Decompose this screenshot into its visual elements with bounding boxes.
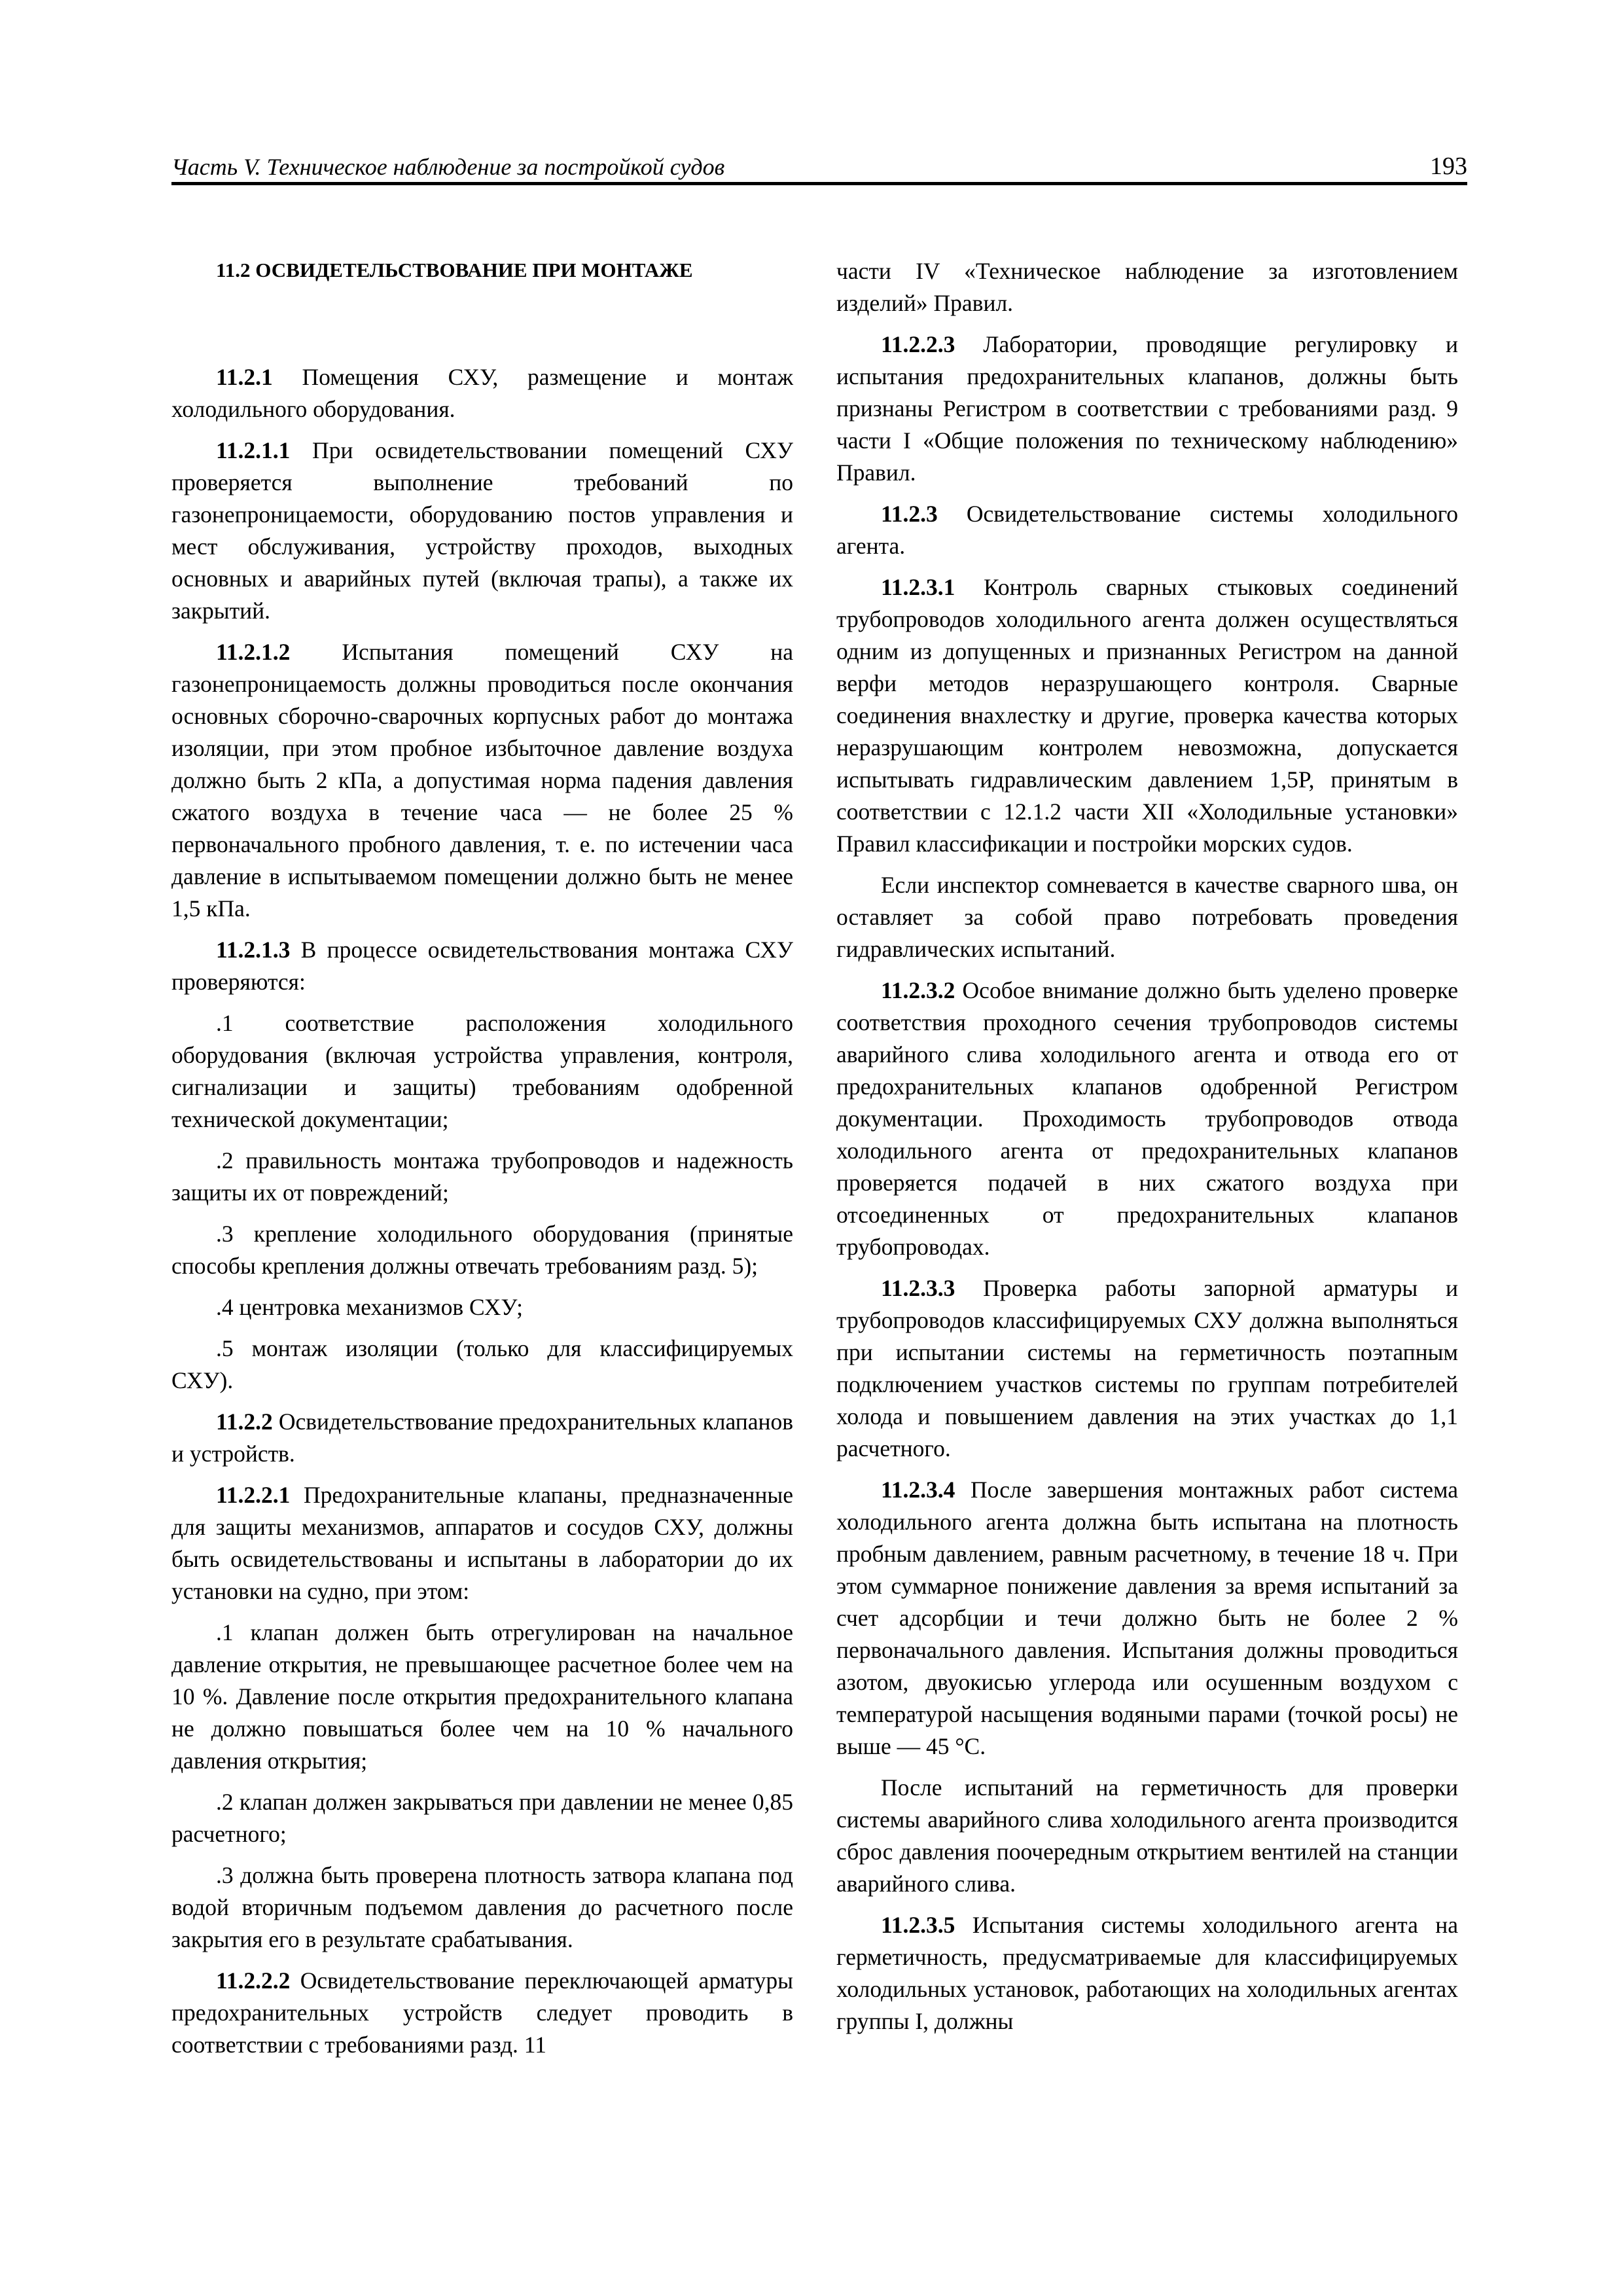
list-item: .3 крепление холодильного оборудования (принятые способы крепления должны отвечать требованиям разд. 5); (171, 1221, 793, 1279)
paragraph (171, 435, 793, 627)
section-title: 11.2 ОСВИДЕТЕЛЬСТВОВАНИЕ ПРИ МОНТАЖЕ (216, 259, 693, 281)
list-item: .4 центровка механизмов СХУ; (216, 1294, 524, 1320)
clause-heading: Помещения СХУ, размещение и монтаж холодильного оборудования. (171, 364, 793, 422)
clause-number: 11.2.3.1 (881, 574, 955, 600)
clause-number: 11.2.1.2 (216, 639, 291, 665)
clause-number: 11.2.2 (216, 1408, 273, 1435)
running-header (171, 143, 1467, 185)
paragraph-text: Проверка работы запорной арматуры и трубопроводов классифицируемых СХУ должна выполняться при испытании системы на герметичность поэтапным подключением участков системы по группам потребителей холода и повышением давления на этих участках до 1,1 расчетного. (836, 1275, 1458, 1462)
clause-number: 11.2.2.1 (216, 1482, 291, 1508)
paragraph-text: Испытания системы холодильного агента на герметичность, предусматриваемые для классифицируемых холодильных установок, работающих на холодильных агентах группы I, должны (836, 1912, 1458, 2034)
page-number: 193 (1430, 152, 1467, 180)
paragraph-text: Лаборатории, проводящие регулировку и испытания предохранительных клапанов, должны быть признаны Регистром в соответствии с требованиями разд. 9 части I «Общие положения по техническому наблюдению» Правил. (836, 331, 1458, 486)
paragraph (171, 1965, 793, 2061)
clause-number: 11.2.1 (216, 364, 273, 390)
paragraph-text: Предохранительные клапаны, предназначенные для защиты механизмов, аппаратов и сосудов СХУ, должны быть освидетельствованы и испытаны в лаборатории до их установки на судно, при этом: (171, 1482, 793, 1604)
paragraph (836, 975, 1458, 1263)
paragraph (836, 571, 1458, 860)
clause-number: 11.2.2.3 (881, 331, 955, 357)
paragraph (836, 1272, 1458, 1465)
left-column (171, 254, 793, 2061)
clause-number: 11.2.3.3 (881, 1275, 955, 1301)
clause-number: 11.2.3.4 (881, 1477, 955, 1503)
paragraph (836, 329, 1458, 489)
list-item: .1 соответствие расположения холодильного оборудования (включая устройства управления, контроля, сигнализации и защиты) требованиям одобренной технической документации; (171, 1010, 793, 1132)
clause-number: 11.2.2.2 (216, 1967, 291, 1994)
paragraph-text: После завершения монтажных работ система холодильного агента должна быть испытана на плотность пробным давлением, равным расчетному, в течение 18 ч. При этом суммарное понижение давления за время испытаний за счет адсорбции и течи должно быть не более 2 % первоначального давления. Испытания должны проводиться азотом, двуокисью углерода или осушенным воздухом с температурой насыщения водяными парами (точкой росы) не выше — 45 °С. (836, 1477, 1458, 1759)
list-item: .2 правильность монтажа трубопроводов и надежность защиты их от повреждений; (171, 1147, 793, 1206)
clause-heading: Освидетельствование предохранительных клапанов и устройств. (171, 1408, 793, 1467)
list-item: .1 клапан должен быть отрегулирован на начальное давление открытия, не превышающее расчетное более чем на 10 %. Давление после открытия предохранительного клапана не должно повышаться более чем на 10 % начального давления открытия; (171, 1619, 793, 1774)
paragraph: части IV «Техническое наблюдение за изготовлением изделий» Правил. (836, 258, 1458, 316)
clause-number: 11.2.3.5 (881, 1912, 955, 1938)
paragraph (171, 636, 793, 925)
paragraph-text: Особое внимание должно быть уделено проверке соответствия проходного сечения трубопроводов системы аварийного слива холодильного агента и отвода его от предохранительных клапанов одобренной Регистром документации. Проходимость трубопроводов отвода холодильного агента от предохранительных клапанов проверяется подачей в них сжатого воздуха при отсоединенных от предохранительных клапанов трубопроводах. (836, 977, 1458, 1260)
paragraph-text: При освидетельствовании помещений СХУ проверяется выполнение требований по газонепроницаемости, оборудованию постов управления и мест обслуживания, устройству проходов, выходных основных и аварийных путей (включая трапы), а также их закрытий. (171, 437, 793, 624)
paragraph-text: Освидетельствование переключающей арматуры предохранительных устройств следует проводить в соответствии с требованиями разд. 11 (171, 1967, 793, 2058)
clause-number: 11.2.1.1 (216, 437, 291, 463)
list-item: .3 должна быть проверена плотность затвора клапана под водой вторичным подъемом давления до расчетного после закрытия его в результате срабатывания. (171, 1862, 793, 1952)
paragraph (836, 1474, 1458, 1763)
clause-number: 11.2.1.3 (216, 937, 291, 963)
paragraph (836, 498, 1458, 562)
paragraph-text: Контроль сварных стыковых соединений трубопроводов холодильного агента должен осуществляться одним из допущенных и признанных Регистром на данной верфи методов неразрушающего контроля. Сварные соединения внахлестку и другие, проверка качества которых неразрушающим контролем невозможна, допускается испытывать гидравлическим давлением 1,5P, принятым в соответствии с 12.1.2 части XII «Холодильные установки» Правил классификации и постройки морских судов. (836, 574, 1458, 857)
paragraph-text: Испытания помещений СХУ на газонепроницаемость должны проводиться после окончания основных сборочно-сварочных корпусных работ до монтажа изоляции, при этом пробное избыточное давление воздуха должно быть 2 кПа, а допустимая норма падения давления сжатого воздуха в течение часа — не более 25 % первоначального пробного давления, т. е. по истечении часа давление в испытываемом помещении должно быть не менее 1,5 кПа. (171, 639, 793, 922)
paragraph-text: В процессе освидетельствования монтажа СХУ проверяются: (171, 937, 793, 995)
clause-number: 11.2.3 (881, 501, 938, 527)
paragraph (171, 1406, 793, 1470)
right-column (836, 255, 1458, 2037)
list-item: .2 клапан должен закрываться при давлении не менее 0,85 расчетного; (171, 1789, 793, 1847)
running-title: Часть V. Техническое наблюдение за постройкой судов (171, 154, 725, 180)
clause-number: 11.2.3.2 (881, 977, 955, 1003)
paragraph (171, 361, 793, 425)
list-item: .5 монтаж изоляции (только для классифицируемых СХУ). (171, 1335, 793, 1393)
paragraph (171, 934, 793, 998)
clause-heading: Освидетельствование системы холодильного агента. (836, 501, 1458, 559)
paragraph: Если инспектор сомневается в качестве сварного шва, он оставляет за собой право потребовать проведения гидравлических испытаний. (836, 872, 1458, 962)
paragraph: После испытаний на герметичность для проверки системы аварийного слива холодильного агента производится сброс давления поочередным открытием вентилей на станции аварийного слива. (836, 1774, 1458, 1897)
paragraph (836, 1909, 1458, 2037)
paragraph (171, 1479, 793, 1607)
